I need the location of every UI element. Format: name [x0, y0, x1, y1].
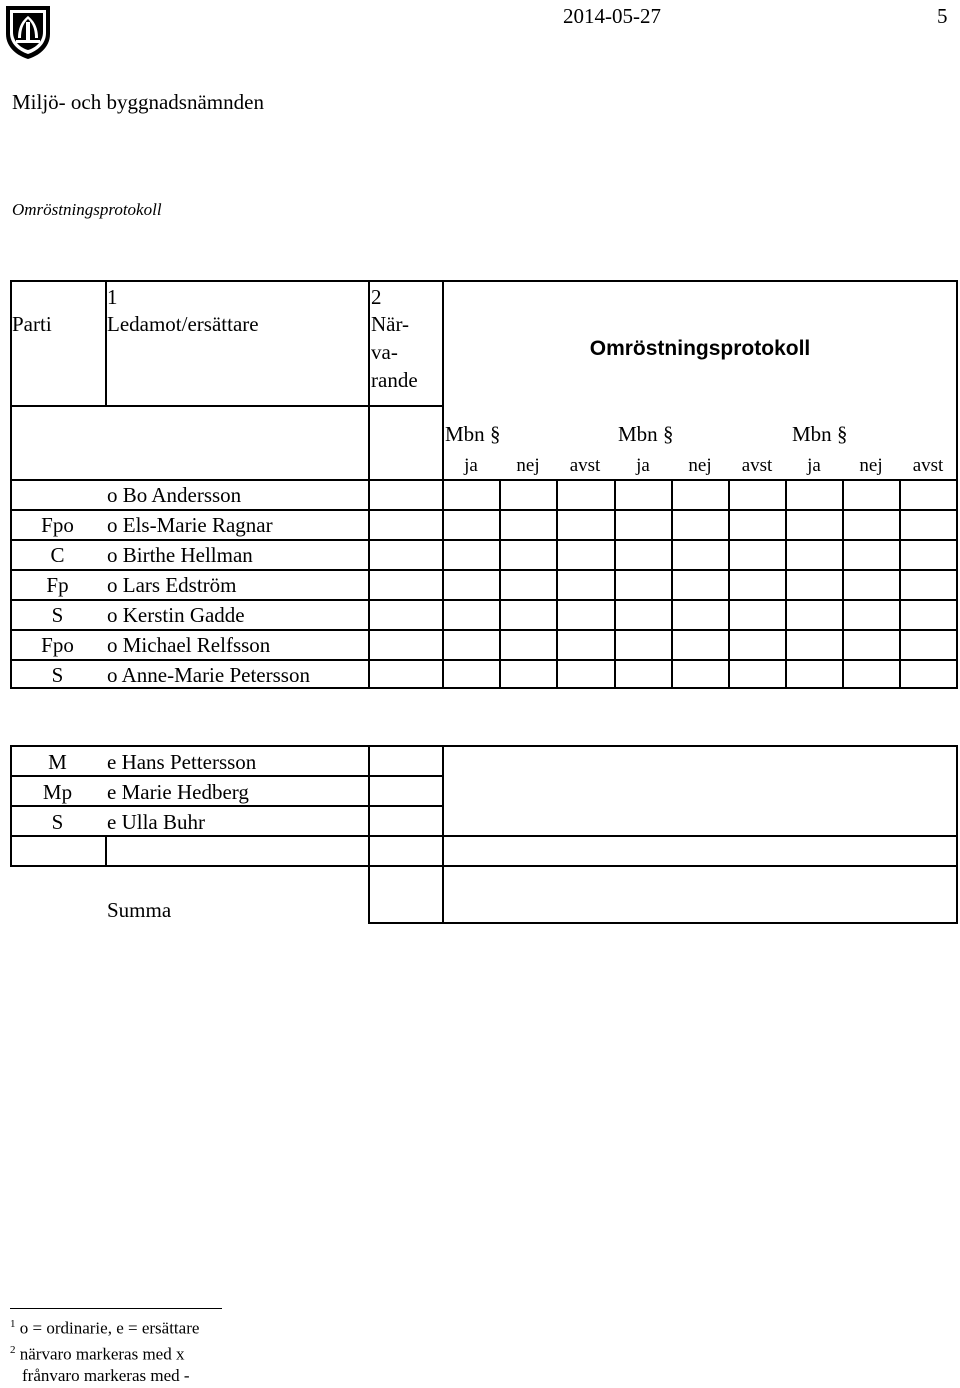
- member-party: Fpo: [41, 633, 74, 657]
- vote-option: ja: [636, 455, 650, 476]
- column-header-present: När- va- rande: [371, 312, 418, 392]
- vote-option: nej: [516, 455, 540, 476]
- table-divider: [785, 479, 787, 689]
- sum-label: Summa: [107, 898, 172, 922]
- footnote-2: $^2$ närvaro markeras med x: [10, 1344, 185, 1364]
- column-header-present-footnote: 2: [371, 285, 382, 309]
- vote-option: nej: [859, 455, 883, 476]
- table-divider: [105, 835, 107, 867]
- footnote-1: $^1$ o = ordinarie, e = ersättare: [10, 1318, 200, 1338]
- vote-option: ja: [464, 455, 478, 476]
- table-divider: [899, 479, 901, 689]
- committee-name: Miljö- och byggnadsnämnden: [12, 90, 264, 114]
- vote-option: avst: [569, 455, 601, 476]
- footnote-separator: [10, 1308, 222, 1309]
- table-divider: [499, 479, 501, 689]
- member-party: S: [51, 663, 64, 687]
- table-divider: [368, 280, 370, 689]
- table-border-top: [10, 280, 958, 282]
- column-header-party: Parti: [12, 312, 52, 336]
- substitute-name: e Marie Hedberg: [107, 780, 249, 804]
- vote-option: avst: [912, 455, 944, 476]
- member-party: S: [51, 603, 64, 627]
- table-divider: [842, 479, 844, 689]
- table-divider: [728, 479, 730, 689]
- substitute-party: Mp: [42, 780, 73, 804]
- member-party: Fpo: [41, 513, 74, 537]
- member-name: o Bo Andersson: [107, 483, 242, 507]
- member-name: o Els-Marie Ragnar: [107, 513, 273, 537]
- table-divider: [614, 479, 616, 689]
- vote-option: ja: [807, 455, 821, 476]
- member-name: o Lars Edström: [107, 573, 237, 597]
- member-party: Fp: [46, 573, 69, 597]
- member-party: C: [50, 543, 65, 567]
- vote-option: avst: [741, 455, 773, 476]
- member-name: o Anne-Marie Petersson: [107, 663, 310, 687]
- protocol-title: Omröstningsprotokoll: [589, 337, 811, 360]
- substitute-party: S: [51, 810, 64, 834]
- column-header-member: Ledamot/ersättare: [107, 312, 259, 336]
- table-divider: [10, 405, 443, 407]
- vote-group-label: Mbn §: [792, 422, 848, 446]
- member-name: o Kerstin Gadde: [107, 603, 245, 627]
- vote-option: nej: [688, 455, 712, 476]
- member-name: o Birthe Hellman: [107, 543, 253, 567]
- substitute-name: e Hans Pettersson: [107, 750, 257, 774]
- table-divider: [556, 479, 558, 689]
- column-header-member-footnote: 1: [107, 285, 118, 309]
- document-date: 2014-05-27: [563, 4, 661, 28]
- table-divider: [10, 865, 958, 867]
- vote-group-label: Mbn §: [618, 422, 674, 446]
- table-divider: [671, 479, 673, 689]
- municipal-crest-icon: [4, 4, 52, 60]
- page-number: 5: [937, 4, 948, 28]
- substitute-party: M: [48, 750, 67, 774]
- footnote-3: frånvaro markeras med -: [22, 1366, 190, 1385]
- document-subtitle: Omröstningsprotokoll: [12, 200, 162, 219]
- member-name: o Michael Relfsson: [107, 633, 271, 657]
- vote-group-label: Mbn §: [445, 422, 501, 446]
- substitute-name: e Ulla Buhr: [107, 810, 205, 834]
- table-border-bottom: [368, 922, 958, 924]
